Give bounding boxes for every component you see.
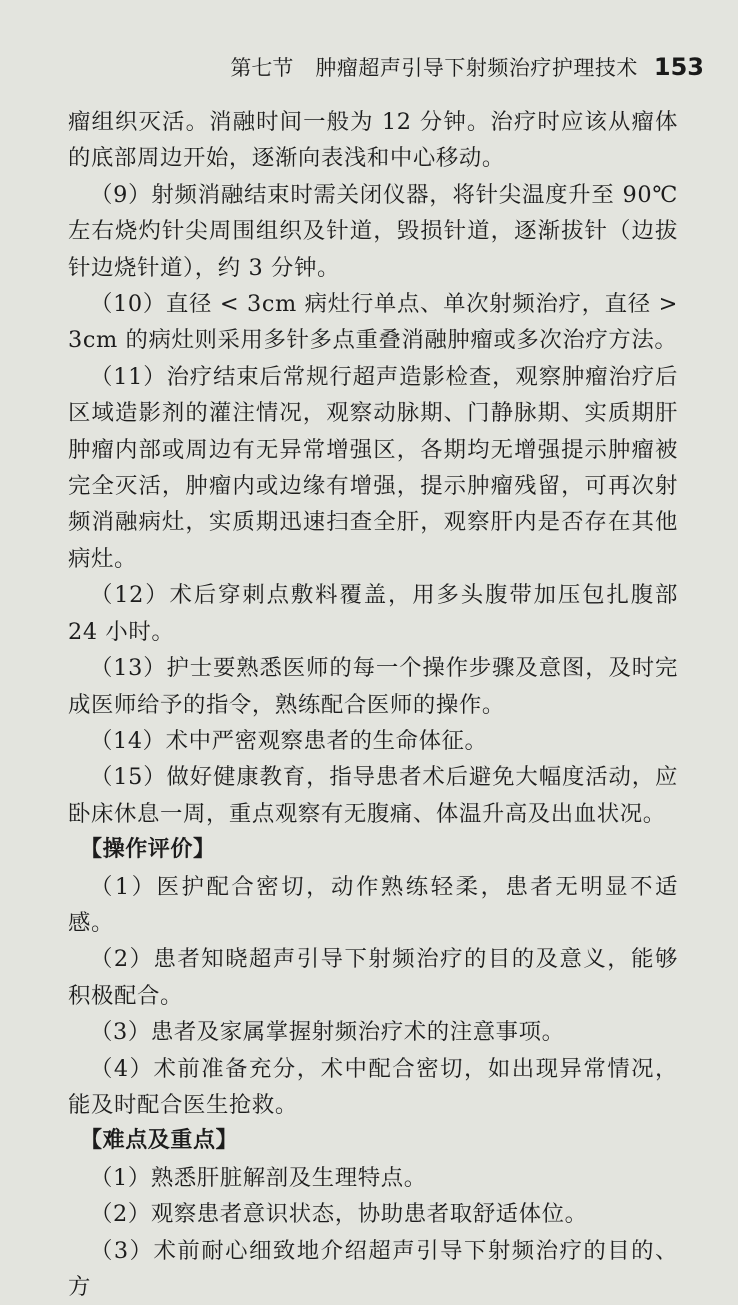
evaluation-item-3: （3）患者及家属掌握射频治疗术的注意事项。 (90, 1019, 565, 1046)
running-header (230, 52, 704, 92)
paragraph-continuation: 瘤组织灭活。消融时间一般为 12 分钟。治疗时应该从瘤体的底部周边开始，逐渐向表浅和中心移动。 (68, 109, 678, 172)
paragraph-step-13: （13）护士要熟悉医师的每一个操作步骤及意图，及时完成医师给予的指令，熟练配合医师的操作。 (68, 655, 678, 718)
evaluation-item-1: （1）医护配合密切，动作熟练轻柔，患者无明显不适感。 (68, 873, 678, 936)
key-point-item-2: （2）观察患者意识状态，协助患者取舒适体位。 (90, 1201, 588, 1228)
body-text (68, 104, 678, 1305)
paragraph-step-10: （10）直径 < 3cm 病灶行单点、单次射频治疗，直径 > 3cm 的病灶则采用多针多点重叠消融肿瘤或多次治疗方法。 (68, 291, 678, 354)
key-point-item-3: （3）术前耐心细致地介绍超声引导下射频治疗的目的、方 (68, 1237, 678, 1300)
key-point-item-1: （1）熟悉肝脏解剖及生理特点。 (90, 1164, 427, 1191)
page-number: 153 (653, 53, 704, 81)
paragraph-step-9: （9）射频消融结束时需关闭仪器，将针尖温度升至 90℃ 左右烧灼针尖周围组织及针道，毁损针道，逐渐拔针（边拔针边烧针道），约 3 分钟。 (68, 181, 678, 281)
paragraph-step-12: （12）术后穿刺点敷料覆盖，用多头腹带加压包扎腹部 24 小时。 (68, 582, 678, 645)
section-heading-evaluation: 【操作评价】 (80, 837, 216, 863)
evaluation-item-2: （2）患者知晓超声引导下射频治疗的目的及意义，能够积极配合。 (68, 946, 678, 1009)
section-heading-key-points: 【难点及重点】 (80, 1128, 239, 1154)
paragraph-step-14: （14）术中严密观察患者的生命体征。 (90, 727, 488, 754)
header-title: 肿瘤超声引导下射频治疗护理技术 (315, 56, 638, 80)
paragraph-step-15: （15）做好健康教育，指导患者术后避免大幅度活动，应卧床休息一周，重点观察有无腹痛、体温升高及出血状况。 (68, 764, 678, 827)
paragraph-step-11: （11）治疗结束后常规行超声造影检查，观察肿瘤治疗后区域造影剂的灌注情况，观察动脉期、门静脉期、实质期肝肿瘤内部或周边有无异常增强区，各期均无增强提示肿瘤被完全灭活，肿瘤内或边缘有增强，提示肿瘤残留，可再次射频消融病灶，实质期迅速扫查全肝，观察肝内是否存在其他病灶。 (68, 363, 678, 572)
header-section: 第七节 (230, 56, 294, 80)
evaluation-item-4: （4）术前准备充分，术中配合密切，如出现异常情况，能及时配合医生抢救。 (68, 1055, 678, 1118)
